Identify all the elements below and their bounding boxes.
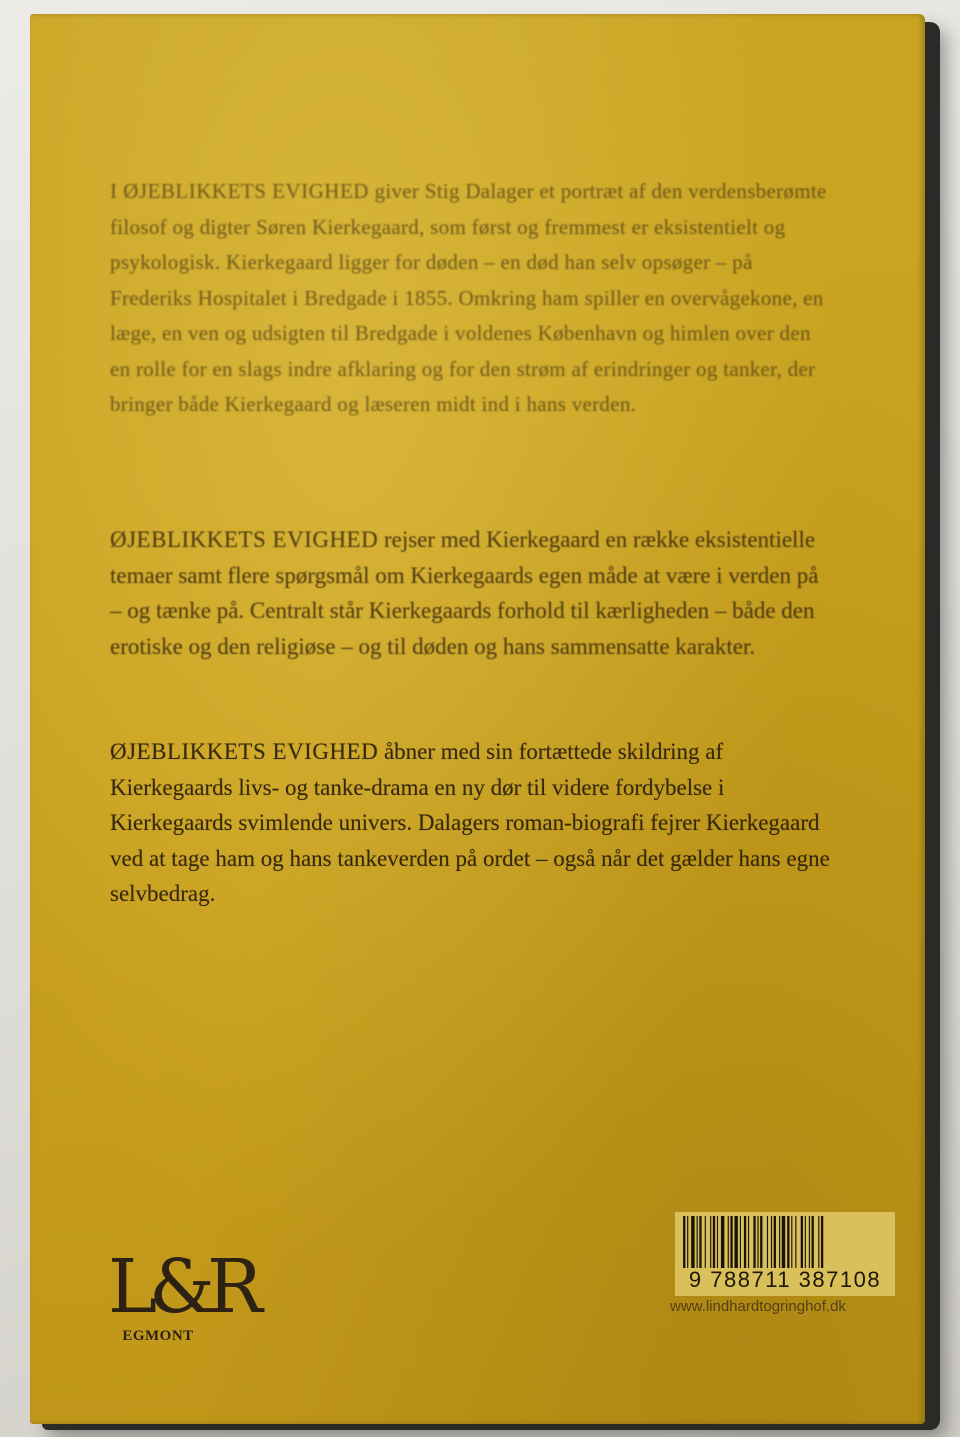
isbn-number: 9 788711 387108 bbox=[688, 1267, 882, 1292]
book-back-cover bbox=[30, 14, 925, 1424]
blurb-paragraph-3 bbox=[110, 734, 830, 912]
blurb-paragraph-1 bbox=[110, 174, 830, 423]
book-title: ØJEBLIKKETS EVIGHED bbox=[110, 527, 379, 552]
book-title: ØJEBLIKKETS EVIGHED bbox=[110, 739, 379, 764]
publisher-logo-mark: L&R bbox=[108, 1244, 255, 1330]
blurb-text: giver Stig Dalager et portræt af den verdensberømte filosof og digter Søren Kierkegaard, som først og fremmest er eksistentielt og psykologisk. Kierkegaard ligger for døden – en død han selv opsøger – på Frederiks Hospitalet i Bredgade i 1855. Omkring ham spiller en overvågekone, en læge, en ven og udsigten til Bredgade i voldenes København og himlen over den en rolle for en slags indre afklaring og for den strøm af erindringer og tanker, der bringer både Kierkegaard og læseren midt ind i hans verden. bbox=[110, 179, 827, 416]
blurb-text: åbner med sin fortættede skildring af Kierkegaards livs- og tanke-drama en ny dør til videre fordybelse i Kierkegaards svimlende univers. Dalagers roman-biografi fejrer Kierkegaard ved at tage ham og hans tankeverden på ordet – også når det gælder hans egne selvbedrag. bbox=[110, 739, 830, 906]
barcode-bars-icon bbox=[681, 1216, 889, 1268]
publisher-website: www.lindhardtogringhof.dk bbox=[670, 1298, 846, 1315]
barcode bbox=[675, 1212, 895, 1296]
publisher-logo bbox=[108, 1244, 255, 1345]
blurb-paragraph-2 bbox=[110, 522, 830, 664]
publisher-name: EGMONT bbox=[122, 1328, 194, 1344]
book-title: I ØJEBLIKKETS EVIGHED bbox=[110, 179, 369, 203]
blurb-text: rejser med Kierkegaard en række eksistentielle temaer samt flere spørgsmål om Kierkegaards egen måde at være i verden på – og tænke på. Centralt står Kierkegaards forhold til kærligheden – både den erotiske og den religiøse – og til døden og hans sammensatte karakter. bbox=[110, 527, 819, 659]
